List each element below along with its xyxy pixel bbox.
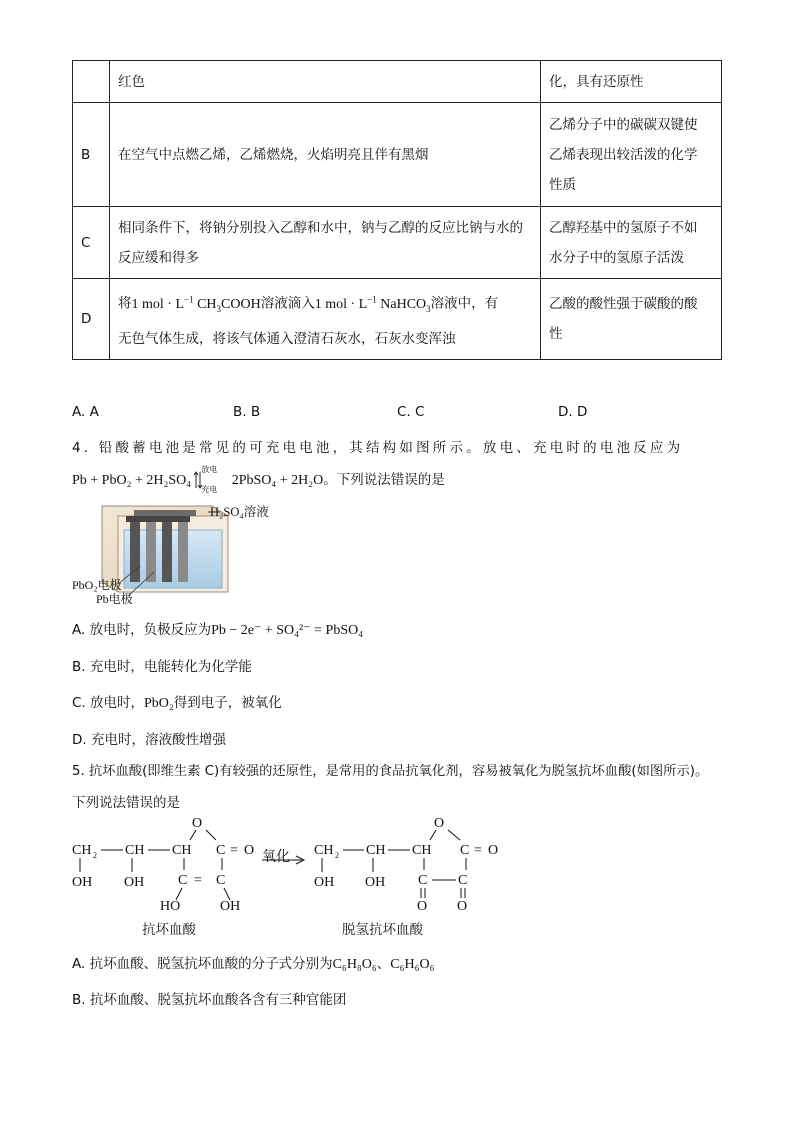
svg-text:2: 2 (93, 851, 97, 860)
q5-stem: 5. 抗坏血酸(即维生素 C)有较强的还原性，是常用的食品抗氧化剂，容易被氧化为脱氢抗坏血酸(如图所示)。 (72, 764, 709, 779)
q4-stem: 4. 铅酸蓄电池是常见的可充电电池，其结构如图所示。放电、充电时的电池反应为 (72, 440, 684, 456)
reversible-arrow-icon: 放电 充电 (195, 470, 227, 490)
row-conclusion (541, 279, 722, 360)
svg-text:O: O (434, 816, 445, 831)
row-conclusion (541, 207, 722, 279)
q4-option-d: D. 充电时，溶液酸性增强 (72, 732, 226, 748)
row-label: C (73, 207, 110, 279)
figure-label-solution: H₂SO₄溶液 (210, 505, 269, 519)
experiment-line: 反应缓和得多 (118, 249, 199, 266)
molecule-name-right: 脱氢抗坏血酸 (342, 922, 423, 938)
row-conclusion (541, 103, 722, 207)
figure-label-pb: Pb电极 (96, 592, 133, 606)
table-row (73, 279, 722, 360)
svg-text:O: O (417, 899, 428, 914)
experiment-line: 将1 mol · $L^{-1}$ $CH_3COOH$溶液滴入1 mol · $L^{-1}$ NaHCO$_3$溶液中，有 (118, 294, 499, 314)
option-b: B. B (233, 404, 261, 420)
svg-text:2: 2 (335, 851, 339, 860)
table-row (73, 207, 722, 279)
molecule-name-left: 抗坏血酸 (142, 922, 196, 938)
option-c: C. C (397, 404, 425, 420)
option-a: A. A (72, 404, 99, 420)
svg-text:CH: CH (172, 843, 192, 858)
table-row (73, 103, 722, 207)
svg-text:HO: HO (160, 899, 181, 914)
question-table (72, 60, 722, 360)
svg-text:CH: CH (125, 843, 145, 858)
conclusion-line: 乙醇羟基中的氢原子不如 (549, 219, 698, 236)
svg-text:OH: OH (314, 875, 335, 890)
conclusion-line: 水分子中的氢原子活泼 (549, 249, 684, 266)
svg-text:OH: OH (72, 875, 93, 890)
row-experiment (110, 279, 541, 360)
q5-stem-2: 下列说法错误的是 (72, 795, 180, 811)
row-experiment: 红色 (110, 61, 541, 103)
figure-label-pbo2: PbO₂电极 (72, 578, 122, 592)
svg-text:CH: CH (412, 843, 432, 858)
arrow-label: 氧化 (262, 849, 290, 865)
experiment-line: 相同条件下，将钠分别投入乙醇和水中，钠与乙醇的反应比钠与水的 (118, 219, 523, 236)
svg-text:OH: OH (220, 899, 241, 914)
svg-text:C: C (458, 873, 468, 888)
svg-text:=: = (194, 873, 202, 888)
svg-text:O: O (488, 843, 499, 858)
q4-option-b: B. 充电时，电能转化为化学能 (72, 659, 252, 675)
svg-text:=: = (474, 843, 482, 858)
svg-text:OH: OH (124, 875, 145, 890)
q4-equation: Pb + PbO₂ + 2H₂SO₄ 放电 充电 2PbSO₄ + 2H₂O。下列说法错误的是 (72, 465, 445, 494)
row-label: B (73, 103, 110, 207)
svg-text:C: C (418, 873, 428, 888)
svg-text:O: O (192, 816, 203, 831)
q4-option-c: C. 放电时，PbO₂得到电子，被氧化 (72, 695, 282, 711)
svg-text:CH: CH (72, 843, 92, 858)
chem-formula: 1 mol · $L^{-1}$ $CH_3COOH$ (131, 294, 261, 314)
conclusion-line: 乙烯分子中的碳碳双键使 (549, 116, 698, 133)
q5-option-a: A. 抗坏血酸、脱氢抗坏血酸的分子式分别为C₆H₈O₆、C₆H₆O₆ (72, 956, 435, 972)
svg-text:OH: OH (365, 875, 386, 890)
svg-text:C: C (178, 873, 188, 888)
table-row (73, 61, 722, 103)
svg-text:CH: CH (314, 843, 334, 858)
conclusion-line: 性 (549, 326, 563, 342)
svg-text:O: O (244, 843, 255, 858)
svg-text:=: = (230, 843, 238, 858)
chem-formula: 1 mol · $L^{-1}$ NaHCO$_3$ (314, 294, 431, 314)
row-label (73, 61, 110, 103)
conclusion-line: 性质 (549, 176, 576, 193)
svg-text:C: C (216, 843, 226, 858)
row-conclusion: 化，具有还原性 (541, 61, 722, 103)
svg-text:C: C (460, 843, 470, 858)
row-label: D (73, 279, 110, 360)
q5-option-b: B. 抗坏血酸、脱氢抗坏血酸各含有三种官能团 (72, 992, 347, 1008)
row-experiment: 在空气中点燃乙烯，乙烯燃烧，火焰明亮且伴有黑烟 (110, 103, 541, 207)
q4-option-a: A. 放电时，负极反应为Pb − 2e⁻ + SO₄²⁻ = PbSO₄ (72, 622, 364, 638)
svg-text:O: O (457, 899, 468, 914)
option-d: D. D (558, 404, 588, 420)
row-experiment (110, 207, 541, 279)
svg-text:CH: CH (366, 843, 386, 858)
conclusion-line: 乙烯表现出较活泼的化学 (549, 146, 698, 163)
svg-text:C: C (216, 873, 226, 888)
conclusion-line: 乙酸的酸性强于碳酸的酸 (549, 296, 698, 312)
experiment-line: 无色气体生成，将该气体通入澄清石灰水，石灰水变浑浊 (118, 330, 456, 347)
